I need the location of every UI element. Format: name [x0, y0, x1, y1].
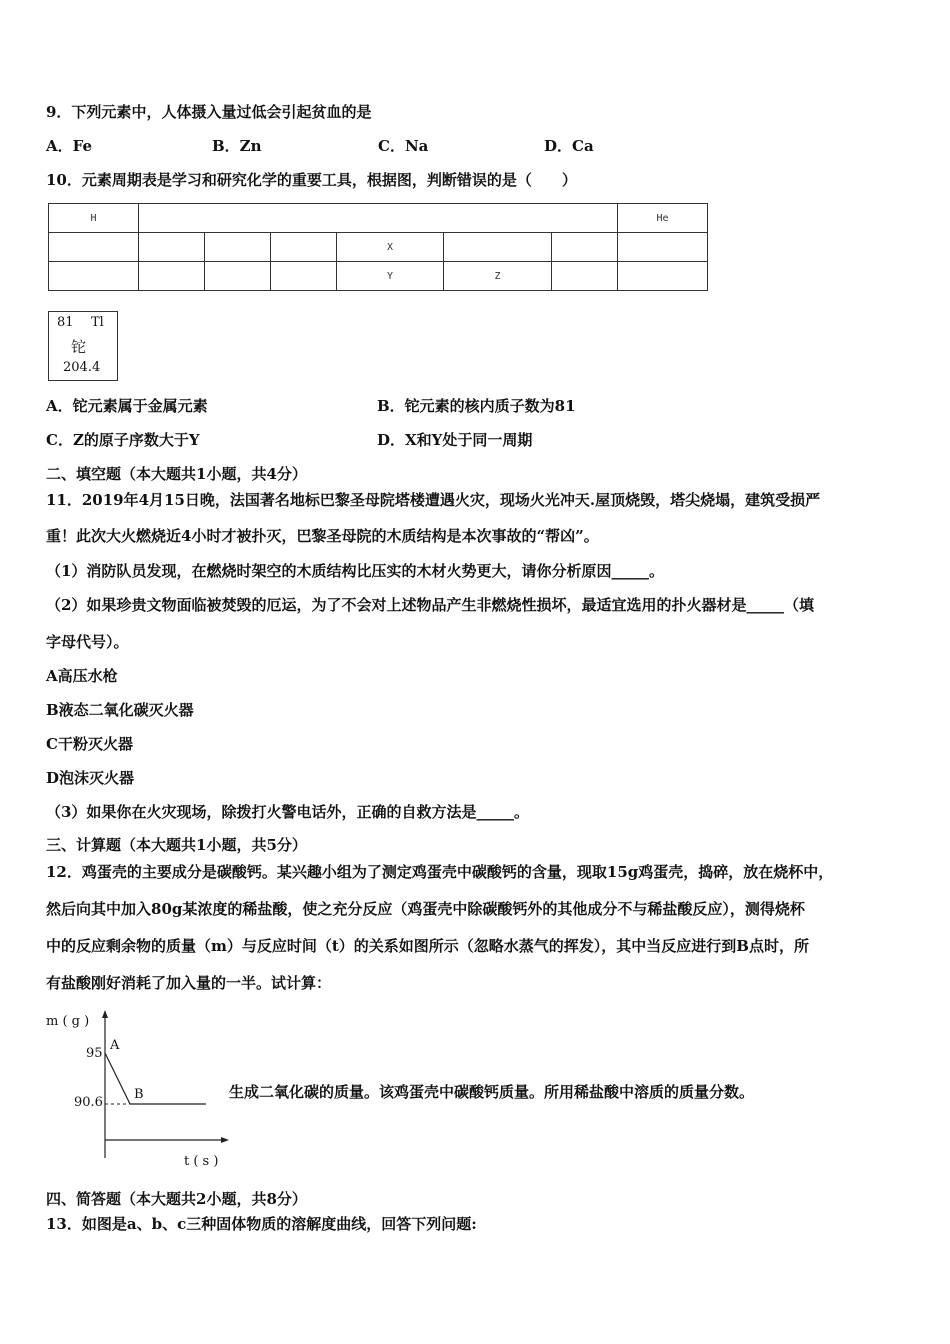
q9-option-c: C．Na	[378, 137, 429, 155]
cell	[49, 262, 139, 291]
q10-stem: 10．元素周期表是学习和研究化学的重要工具，根据图，判断错误的是（ ）	[46, 171, 577, 189]
q12-line1: 12．鸡蛋壳的主要成分是碳酸钙。某兴趣小组为了测定鸡蛋壳中碳酸钙的含量，现取15g鸡蛋壳，捣碎，放在烧杯中，	[46, 863, 834, 881]
tl-symbol: Tl	[91, 315, 104, 330]
mass-time-graph	[44, 1008, 244, 1178]
q11-choice-a: A高压水枪	[46, 667, 118, 685]
q9-option-d: D．Ca	[544, 137, 594, 155]
cell	[139, 262, 205, 291]
y-axis-label: m ( g )	[46, 1014, 90, 1029]
q12-line3: 中的反应剩余物的质量（m）与反应时间（t）的关系如图所示（忽略水蒸气的挥发），其中当反应进行到B点时，所	[46, 937, 809, 955]
point-a-label: A	[110, 1038, 120, 1053]
q11-line1: 11．2019年4月15日晚，法国著名地标巴黎圣母院塔楼遭遇火灾，现场火光冲天.屋顶烧毁，塔尖烧塌，建筑受损严	[46, 491, 821, 509]
cell	[271, 233, 337, 262]
q10-option-a: A．铊元素属于金属元素	[46, 397, 208, 415]
cell	[205, 262, 271, 291]
q10-option-d: D．X和Y处于同一周期	[377, 431, 533, 449]
cell	[552, 262, 618, 291]
tl-mass: 204.4	[63, 360, 101, 375]
q10-option-b: B．铊元素的核内质子数为81	[377, 397, 576, 415]
y-axis-arrow	[102, 1010, 108, 1018]
q11-line2: 重！此次大火燃烧近4小时才被扑灭，巴黎圣母院的木质结构是本次事故的“帮凶”。	[46, 527, 599, 545]
cell	[205, 233, 271, 262]
cell-y: Y	[337, 262, 444, 291]
cell	[444, 233, 552, 262]
q11-part2-line2: 字母代号）。	[46, 633, 129, 651]
cell	[49, 233, 139, 262]
y-tick-90-6: 90.6	[74, 1095, 103, 1110]
tl-name: 铊	[71, 338, 87, 356]
x-axis-arrow	[221, 1137, 229, 1143]
curve-a-to-b	[105, 1053, 130, 1104]
cell	[552, 233, 618, 262]
q11-part3: （3）如果你在火灾现场，除拨打火警电话外，正确的自救方法是_____。	[46, 803, 529, 821]
tl-atomic-number: 81	[57, 315, 74, 330]
q9-option-a: A．Fe	[46, 137, 93, 155]
x-axis-label: t ( s )	[184, 1154, 219, 1169]
graph-svg	[44, 1008, 244, 1178]
q11-choice-d: D泡沫灭火器	[46, 769, 135, 787]
cell	[618, 233, 708, 262]
q11-choice-b: B液态二氧化碳灭火器	[46, 701, 194, 719]
thallium-element-card	[48, 311, 118, 381]
section-heading-4: 四、简答题（本大题共2小题，共8分）	[46, 1190, 307, 1208]
y-tick-95: 95	[86, 1046, 103, 1061]
cell	[271, 262, 337, 291]
cell	[139, 233, 205, 262]
cell-he: He	[618, 204, 708, 233]
cell-x: X	[337, 233, 444, 262]
cell-h: H	[49, 204, 139, 233]
q10-option-c: C．Z的原子序数大于Y	[46, 431, 200, 449]
cell-z: Z	[444, 262, 552, 291]
cell	[618, 262, 708, 291]
q12-line2: 然后向其中加入80g某浓度的稀盐酸，使之充分反应（鸡蛋壳中除碳酸钙外的其他成分不与稀盐酸反应），测得烧杯	[46, 900, 805, 918]
q12-tasks: 生成二氧化碳的质量。该鸡蛋壳中碳酸钙质量。所用稀盐酸中溶质的质量分数。	[229, 1083, 755, 1101]
q12-line4: 有盐酸刚好消耗了加入量的一半。试计算：	[46, 974, 332, 992]
q11-part2-line1: （2）如果珍贵文物面临被焚毁的厄运，为了不会对上述物品产生非燃烧性损坏，最适宜选用的扑火器材是_____（填	[46, 596, 814, 614]
q9-stem: 9．下列元素中，人体摄入量过低会引起贫血的是	[46, 103, 372, 121]
section-heading-2: 二、填空题（本大题共1小题，共4分）	[46, 465, 307, 483]
periodic-table-fragment	[48, 203, 708, 291]
q11-choice-c: C干粉灭火器	[46, 735, 133, 753]
cell-blank-top	[139, 204, 618, 233]
q9-option-b: B．Zn	[212, 137, 262, 155]
q13-stem: 13．如图是a、b、c三种固体物质的溶解度曲线，回答下列问题:	[46, 1215, 477, 1233]
q11-part1: （1）消防队员发现，在燃烧时架空的木质结构比压实的木材火势更大，请你分析原因_____。	[46, 562, 664, 580]
point-b-label: B	[134, 1087, 144, 1102]
section-heading-3: 三、计算题（本大题共1小题，共5分）	[46, 836, 307, 854]
